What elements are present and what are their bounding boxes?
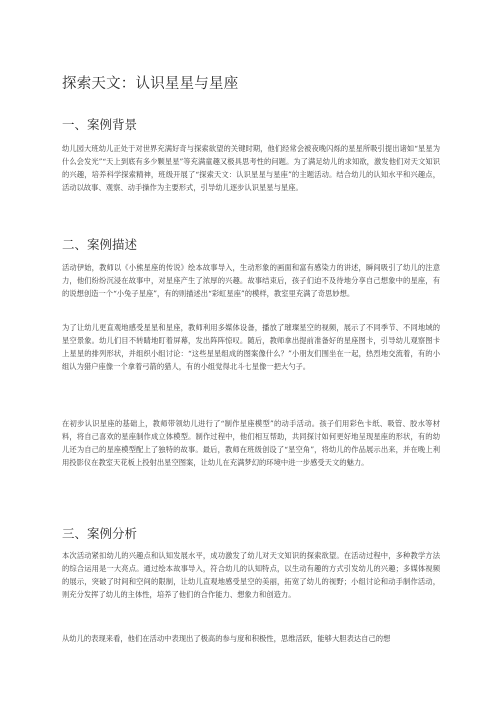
- page-title: 探索天文：认识星星与星座: [62, 76, 239, 92]
- paragraph-analysis-1: 本次活动紧扣幼儿的兴趣点和认知发展水平，成功激发了幼儿对天文知识的探索欲望。在活动过程中，多种教学方法的综合运用是一大亮点。通过绘本故事导入，符合幼儿的认知特点，以生动有趣的方式引发幼儿的兴趣；多媒体视频的展示，突破了时间和空间的限制，让幼儿直观地感受星空的美丽，拓宽了幼儿的视野；小组讨论和动手制作活动，则充分发挥了幼儿的主体性，培养了他们的合作能力、想象力和创造力。: [62, 551, 440, 600]
- paragraph-analysis-2: 从幼儿的表现来看，他们在活动中表现出了极高的参与度和积极性，思维活跃，能够大胆表达自己的想: [62, 634, 391, 643]
- paragraph-background-1: 幼儿园大班幼儿正处于对世界充满好奇与探索欲望的关键时期，他们经常会被夜晚闪烁的星星所吸引提出诸如“星星为什么会发光”“天上到底有多少颗星星”等充满童趣又极具思考性的问题。为了满足幼儿的求知欲，激发他们对天文知识的兴趣，培养科学探索精神，班级开展了“探索天文：认识星星与星座”的主题活动。结合幼儿的认知水平和兴趣点，活动以故事、观察、动手操作为主要形式，引导幼儿逐步认识星星与星座。: [62, 144, 440, 193]
- section-heading-description: 二、案例描述: [62, 237, 138, 252]
- paragraph-description-2: 为了让幼儿更直观地感受星星和星座，教师利用多媒体设备，播放了璀璨星空的视频，展示了不同季节、不同地域的星空景象。幼儿们目不转睛地盯着屏幕，发出阵阵惊叹。随后，教师拿出提前准备好的星座图卡，引导幼儿观察图卡上星星的排列形状，并组织小组讨论：“这些星星组成的图案像什么？”小朋友们围坐在一起，热烈地交流着，有的小组认为猎户座像一个拿着弓箭的猎人，有的小组觉得北斗七星像一把大勺子。: [62, 323, 440, 372]
- paragraph-description-3: 在初步认识星座的基础上，教师带领幼儿进行了“制作星座模型”的动手活动。孩子们用彩色卡纸、吸管、胶水等材料，将自己喜欢的星座制作成立体模型。制作过程中，他们相互帮助，共同探讨如何更好地呈现星座的形状，有的幼儿还为自己的星座模型配上了独特的故事。最后，教师在班级创设了“星空角”，将幼儿的作品展示出来，并在晚上利用投影仪在教室天花板上投射出星空图案，让幼儿在充满梦幻的环境中进一步感受天文的魅力。: [62, 419, 440, 468]
- section-heading-background: 一、案例背景: [62, 117, 138, 132]
- section-heading-analysis: 三、案例分析: [62, 526, 138, 541]
- paragraph-description-1: 活动伊始，教师以《小熊星座的传说》绘本故事导入，生动形象的画面和富有感染力的讲述，瞬间吸引了幼儿的注意力，他们纷纷沉浸在故事中，对星座产生了浓厚的兴趣。故事结束后，孩子们迫不及待地分享自己想象中的星座，有的说想创造一个“小兔子星座”，有的则描述出“彩虹星座”的模样，教室里充满了奇思妙想。: [62, 263, 440, 299]
